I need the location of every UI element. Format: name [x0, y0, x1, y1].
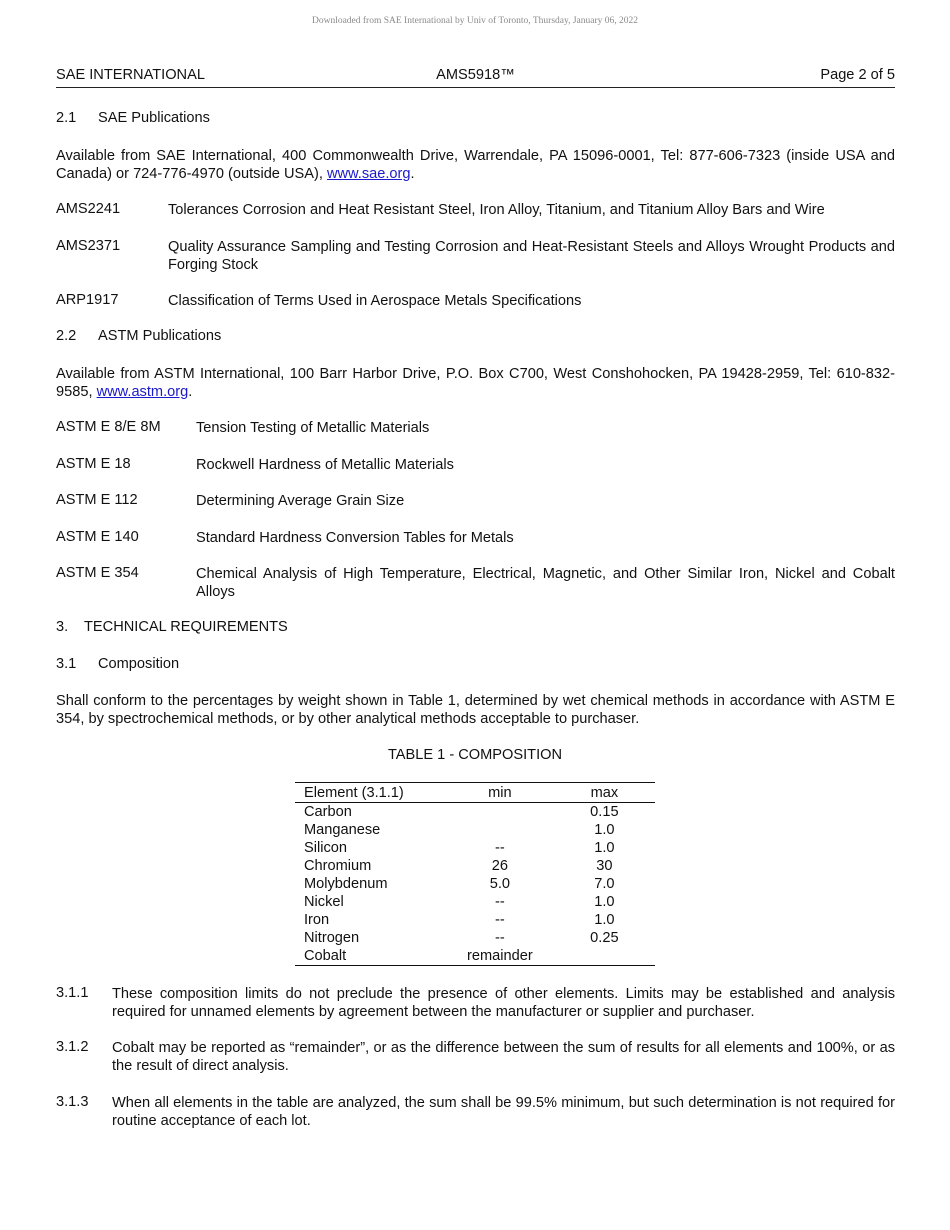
reference-title: Standard Hardness Conversion Tables for Metals: [196, 530, 514, 546]
table-row: [295, 803, 655, 822]
section-2-1-number: 2.1: [56, 110, 77, 126]
clause-3-1-1-number: 3.1.1: [56, 985, 89, 1001]
element-cell: Iron: [304, 912, 330, 928]
reference-title: Tension Testing of Metallic Materials: [196, 420, 430, 436]
max-cell: 1.0: [594, 822, 615, 838]
header-page-number: Page 2 of 5: [820, 67, 895, 83]
min-cell: 26: [491, 858, 508, 874]
reference-code: ASTM E 354: [56, 565, 139, 581]
min-cell: remainder: [446, 947, 554, 966]
section-2-1-title: SAE Publications: [98, 110, 210, 126]
element-cell: Molybdenum: [304, 876, 388, 892]
element-cell: Silicon: [304, 840, 347, 856]
page-header: [56, 67, 895, 88]
min-cell: --: [494, 930, 505, 946]
max-cell: 0.25: [590, 930, 619, 946]
table-row: [295, 893, 655, 911]
table-row: [295, 911, 655, 929]
clause-3-1-3-text: When all elements in the table are analyzed, the sum shall be 99.5% minimum, but such determination is not required for routine acceptance of each lot.: [112, 1095, 895, 1129]
max-cell: 0.15: [590, 804, 619, 820]
header-organization: SAE INTERNATIONAL: [56, 67, 205, 83]
section-3-number: 3.: [56, 619, 69, 635]
section-3-1-number: 3.1: [56, 656, 77, 672]
table-row: [295, 857, 655, 875]
max-cell: 1.0: [594, 894, 615, 910]
table-row: [295, 875, 655, 893]
composition-paragraph: Shall conform to the percentages by weight shown in Table 1, determined by wet chemical methods in accordance with ASTM E 354, by spectrochemical methods, or by other analytical methods acceptable to purchaser.: [56, 693, 895, 727]
section-2-2-number: 2.2: [56, 328, 77, 344]
table-header-row: [295, 783, 655, 803]
reference-title: Chemical Analysis of High Temperature, Electrical, Magnetic, and Other Similar Iron, Nickel and Cobalt Alloys: [196, 566, 895, 600]
reference-code: ASTM E 140: [56, 529, 139, 545]
reference-title: Determining Average Grain Size: [196, 493, 405, 509]
reference-title: Quality Assurance Sampling and Testing Corrosion and Heat-Resistant Steels and Alloys Wrought Products and Forging Stock: [168, 239, 895, 273]
section-3-title: TECHNICAL REQUIREMENTS: [84, 619, 288, 635]
table-row: [295, 839, 655, 857]
astm-availability-paragraph: [56, 365, 895, 401]
min-cell: [446, 803, 554, 822]
element-cell: Nitrogen: [304, 930, 360, 946]
reference-code: AMS2241: [56, 201, 121, 217]
download-watermark: Downloaded from SAE International by Univ of Toronto, Thursday, January 06, 2022: [311, 16, 639, 26]
element-cell: Nickel: [304, 894, 344, 910]
astm-website-link[interactable]: www.astm.org: [96, 384, 189, 400]
min-cell: --: [494, 840, 505, 856]
reference-code: ASTM E 8/E 8M: [56, 419, 161, 435]
column-header-element: Element (3.1.1): [295, 783, 446, 803]
min-cell: 5.0: [489, 876, 510, 892]
reference-code: ASTM E 18: [56, 456, 131, 472]
clause-3-1-2-text: Cobalt may be reported as “remainder”, or as the difference between the sum of results for all elements and 100%, or as the result of direct analysis.: [112, 1040, 895, 1074]
astm-availability-end: .: [188, 384, 193, 400]
reference-code: ARP1917: [56, 292, 119, 308]
max-cell: [554, 947, 655, 966]
table-1-title: TABLE 1 - COMPOSITION: [387, 747, 563, 763]
reference-code: AMS2371: [56, 238, 121, 254]
reference-code: ASTM E 112: [56, 492, 138, 508]
max-cell: 1.0: [594, 840, 615, 856]
reference-title: Classification of Terms Used in Aerospace Metals Specifications: [168, 293, 582, 309]
header-document-id: AMS5918™: [436, 67, 515, 83]
section-3-1-title: Composition: [98, 656, 180, 672]
sae-availability-end: .: [410, 166, 415, 182]
table-row: [295, 821, 655, 839]
element-cell: Cobalt: [295, 947, 446, 966]
element-cell: Manganese: [304, 822, 381, 838]
table-row: [295, 947, 655, 966]
min-cell: [446, 821, 554, 839]
column-header-min: min: [446, 783, 554, 803]
sae-availability-text: Available from SAE International, 400 Commonwealth Drive, Warrendale, PA 15096-0001, Tel: 877-606-7323 (inside USA and Canada) or 724-776-4970 (outside USA),: [56, 148, 895, 182]
max-cell: 7.0: [594, 876, 615, 892]
reference-title: Rockwell Hardness of Metallic Materials: [196, 457, 454, 473]
section-2-2-title: ASTM Publications: [98, 328, 222, 344]
column-header-max: max: [554, 783, 655, 803]
table-row: [295, 929, 655, 947]
clause-3-1-2-number: 3.1.2: [56, 1039, 89, 1055]
sae-availability-paragraph: [56, 147, 895, 183]
sae-website-link[interactable]: www.sae.org: [326, 166, 411, 182]
clause-3-1-1-text: These composition limits do not preclude the presence of other elements. Limits may be established and analysis required for unnamed elements by agreement between the manufacturer or supplier and purchaser.: [112, 986, 895, 1020]
max-cell: 30: [596, 858, 613, 874]
element-cell: Carbon: [304, 804, 352, 820]
reference-title: Tolerances Corrosion and Heat Resistant Steel, Iron Alloy, Titanium, and Titanium Alloy Bars and Wire: [168, 202, 825, 218]
max-cell: 1.0: [594, 912, 615, 928]
min-cell: --: [494, 912, 505, 928]
min-cell: --: [494, 894, 505, 910]
element-cell: Chromium: [304, 858, 372, 874]
clause-3-1-3-number: 3.1.3: [56, 1094, 89, 1110]
composition-table: [295, 782, 655, 966]
astm-availability-text: Available from ASTM International, 100 Barr Harbor Drive, P.O. Box C700, West Conshohocken, PA 19428-2959, Tel: 610-832-9585,: [56, 366, 895, 400]
